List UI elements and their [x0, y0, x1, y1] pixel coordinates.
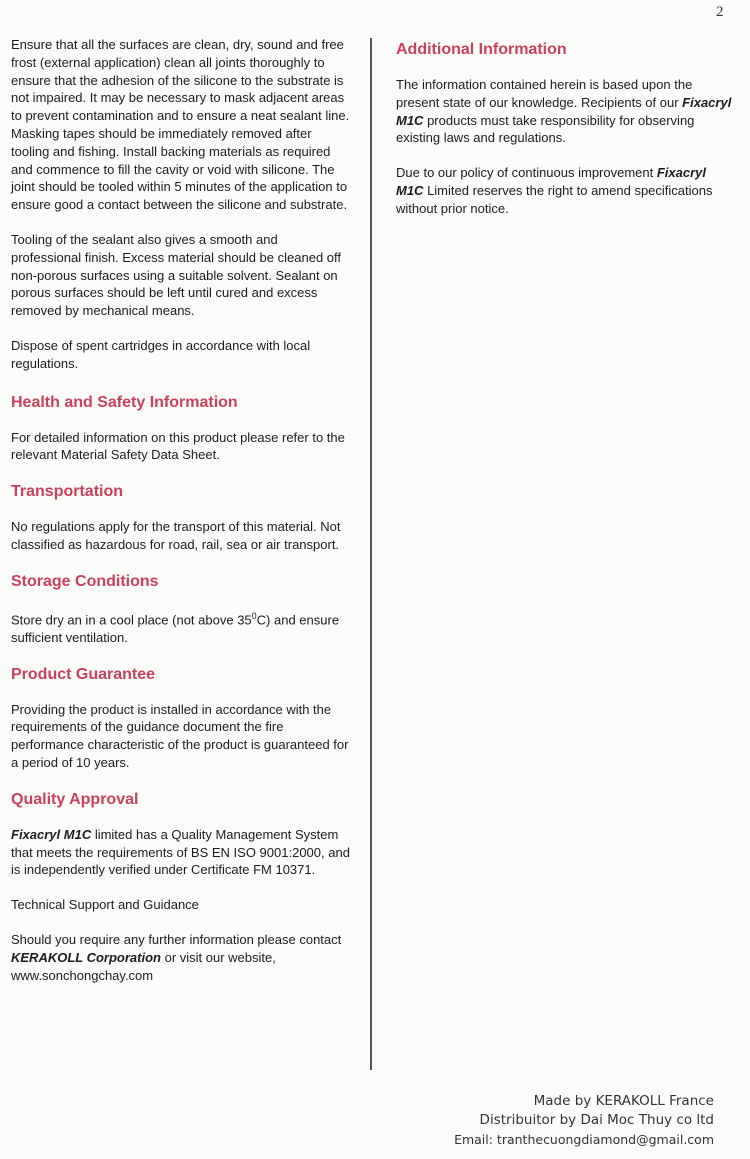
page-number: 2	[716, 4, 724, 20]
additional-heading: Additional Information	[396, 41, 567, 58]
additional-1-brand: Fixacryl M1C	[396, 94, 732, 128]
technical-support-text: Technical Support and Guidance	[11, 897, 199, 913]
contact-text-a: Should you require any further information please contact	[11, 932, 342, 948]
email: Email: tranthecuongdiamond@gmail.com	[454, 1132, 714, 1147]
guarantee-heading: Product Guarantee	[11, 665, 156, 683]
health-safety-heading: Health and Safety Information	[11, 393, 238, 411]
additional-text-2	[396, 164, 736, 217]
right-column	[396, 40, 736, 218]
additional-2a: Due to our policy of continuous improvement	[396, 165, 657, 181]
column-divider	[370, 38, 372, 1070]
transportation-text: No regulations apply for the transport of this material. Not classified as hazardous for road, rail, sea or air transport.	[11, 519, 341, 552]
additional-2b: Limited reserves the right to amend specifications without prior notice.	[396, 182, 713, 216]
made-by: Made by KERAKOLL France	[533, 1093, 714, 1109]
storage-heading: Storage Conditions	[11, 572, 159, 590]
guarantee-text: Providing the product is installed in accordance with the requirements of the guidance document the fire performance characteristic of the product is guaranteed for a period of 10 years.	[11, 701, 349, 771]
intro-paragraph-2: Tooling of the sealant also gives a smooth and professional finish. Excess material should be cleaned off non-porous surfaces using a suitable solvent. Sealant on porous surfaces should be left until cured and excess removed by mechanical means.	[11, 231, 342, 319]
footer	[454, 1092, 714, 1149]
quality-brand: Fixacryl M1C	[11, 826, 92, 842]
storage-text-b: C) and ensure sufficient ventilation.	[11, 612, 340, 645]
storage-text-a: Store dry an in a cool place (not above 35	[11, 612, 252, 628]
storage-text	[11, 608, 351, 647]
intro-paragraph-3: Dispose of spent cartridges in accordance with local regulations.	[11, 337, 311, 371]
contact-text-b: or visit our website, www.sonchongchay.com	[11, 949, 276, 983]
left-column	[11, 36, 351, 984]
additional-1b: products must take responsibility for observing existing laws and regulations.	[396, 112, 695, 146]
quality-heading: Quality Approval	[11, 790, 139, 808]
distributor: Distribuitor by Dai Moc Thuy co ltd	[479, 1112, 714, 1128]
additional-1a: The information contained herein is based upon the present state of our knowledge. Recipients of our	[396, 77, 693, 110]
contact-company: KERAKOLL Corporation	[11, 949, 161, 965]
intro-paragraph-1: Ensure that all the surfaces are clean, dry, sound and free frost (external application) clean all joints thoroughly to ensure that the adhesion of the silicone to the substrate is not impaired. It may be necessary to mask adjacent areas to prevent contamination and to ensure a neat sealant line. Masking tapes should be immediately removed after tooling and fishing. Install backing materials as required and commence to fill the cavity or void with silicone. The joint should be tooled within 5 minutes of the application to ensure good a contact between the silicone and substrate.	[11, 37, 350, 213]
additional-text-1	[396, 76, 736, 147]
transportation-heading: Transportation	[11, 483, 124, 501]
quality-text-body: limited has a Quality Management System that meets the requirements of BS EN ISO 9001:2000, and is independently verified under Certificate FM 10371.	[11, 826, 350, 878]
additional-2-brand: Fixacryl M1C	[396, 165, 707, 198]
storage-superscript: 0	[251, 610, 257, 621]
contact-text	[11, 931, 351, 984]
quality-text	[11, 826, 351, 879]
health-safety-text: For detailed information on this product please refer to the relevant Material Safety Data Sheet.	[11, 429, 345, 463]
